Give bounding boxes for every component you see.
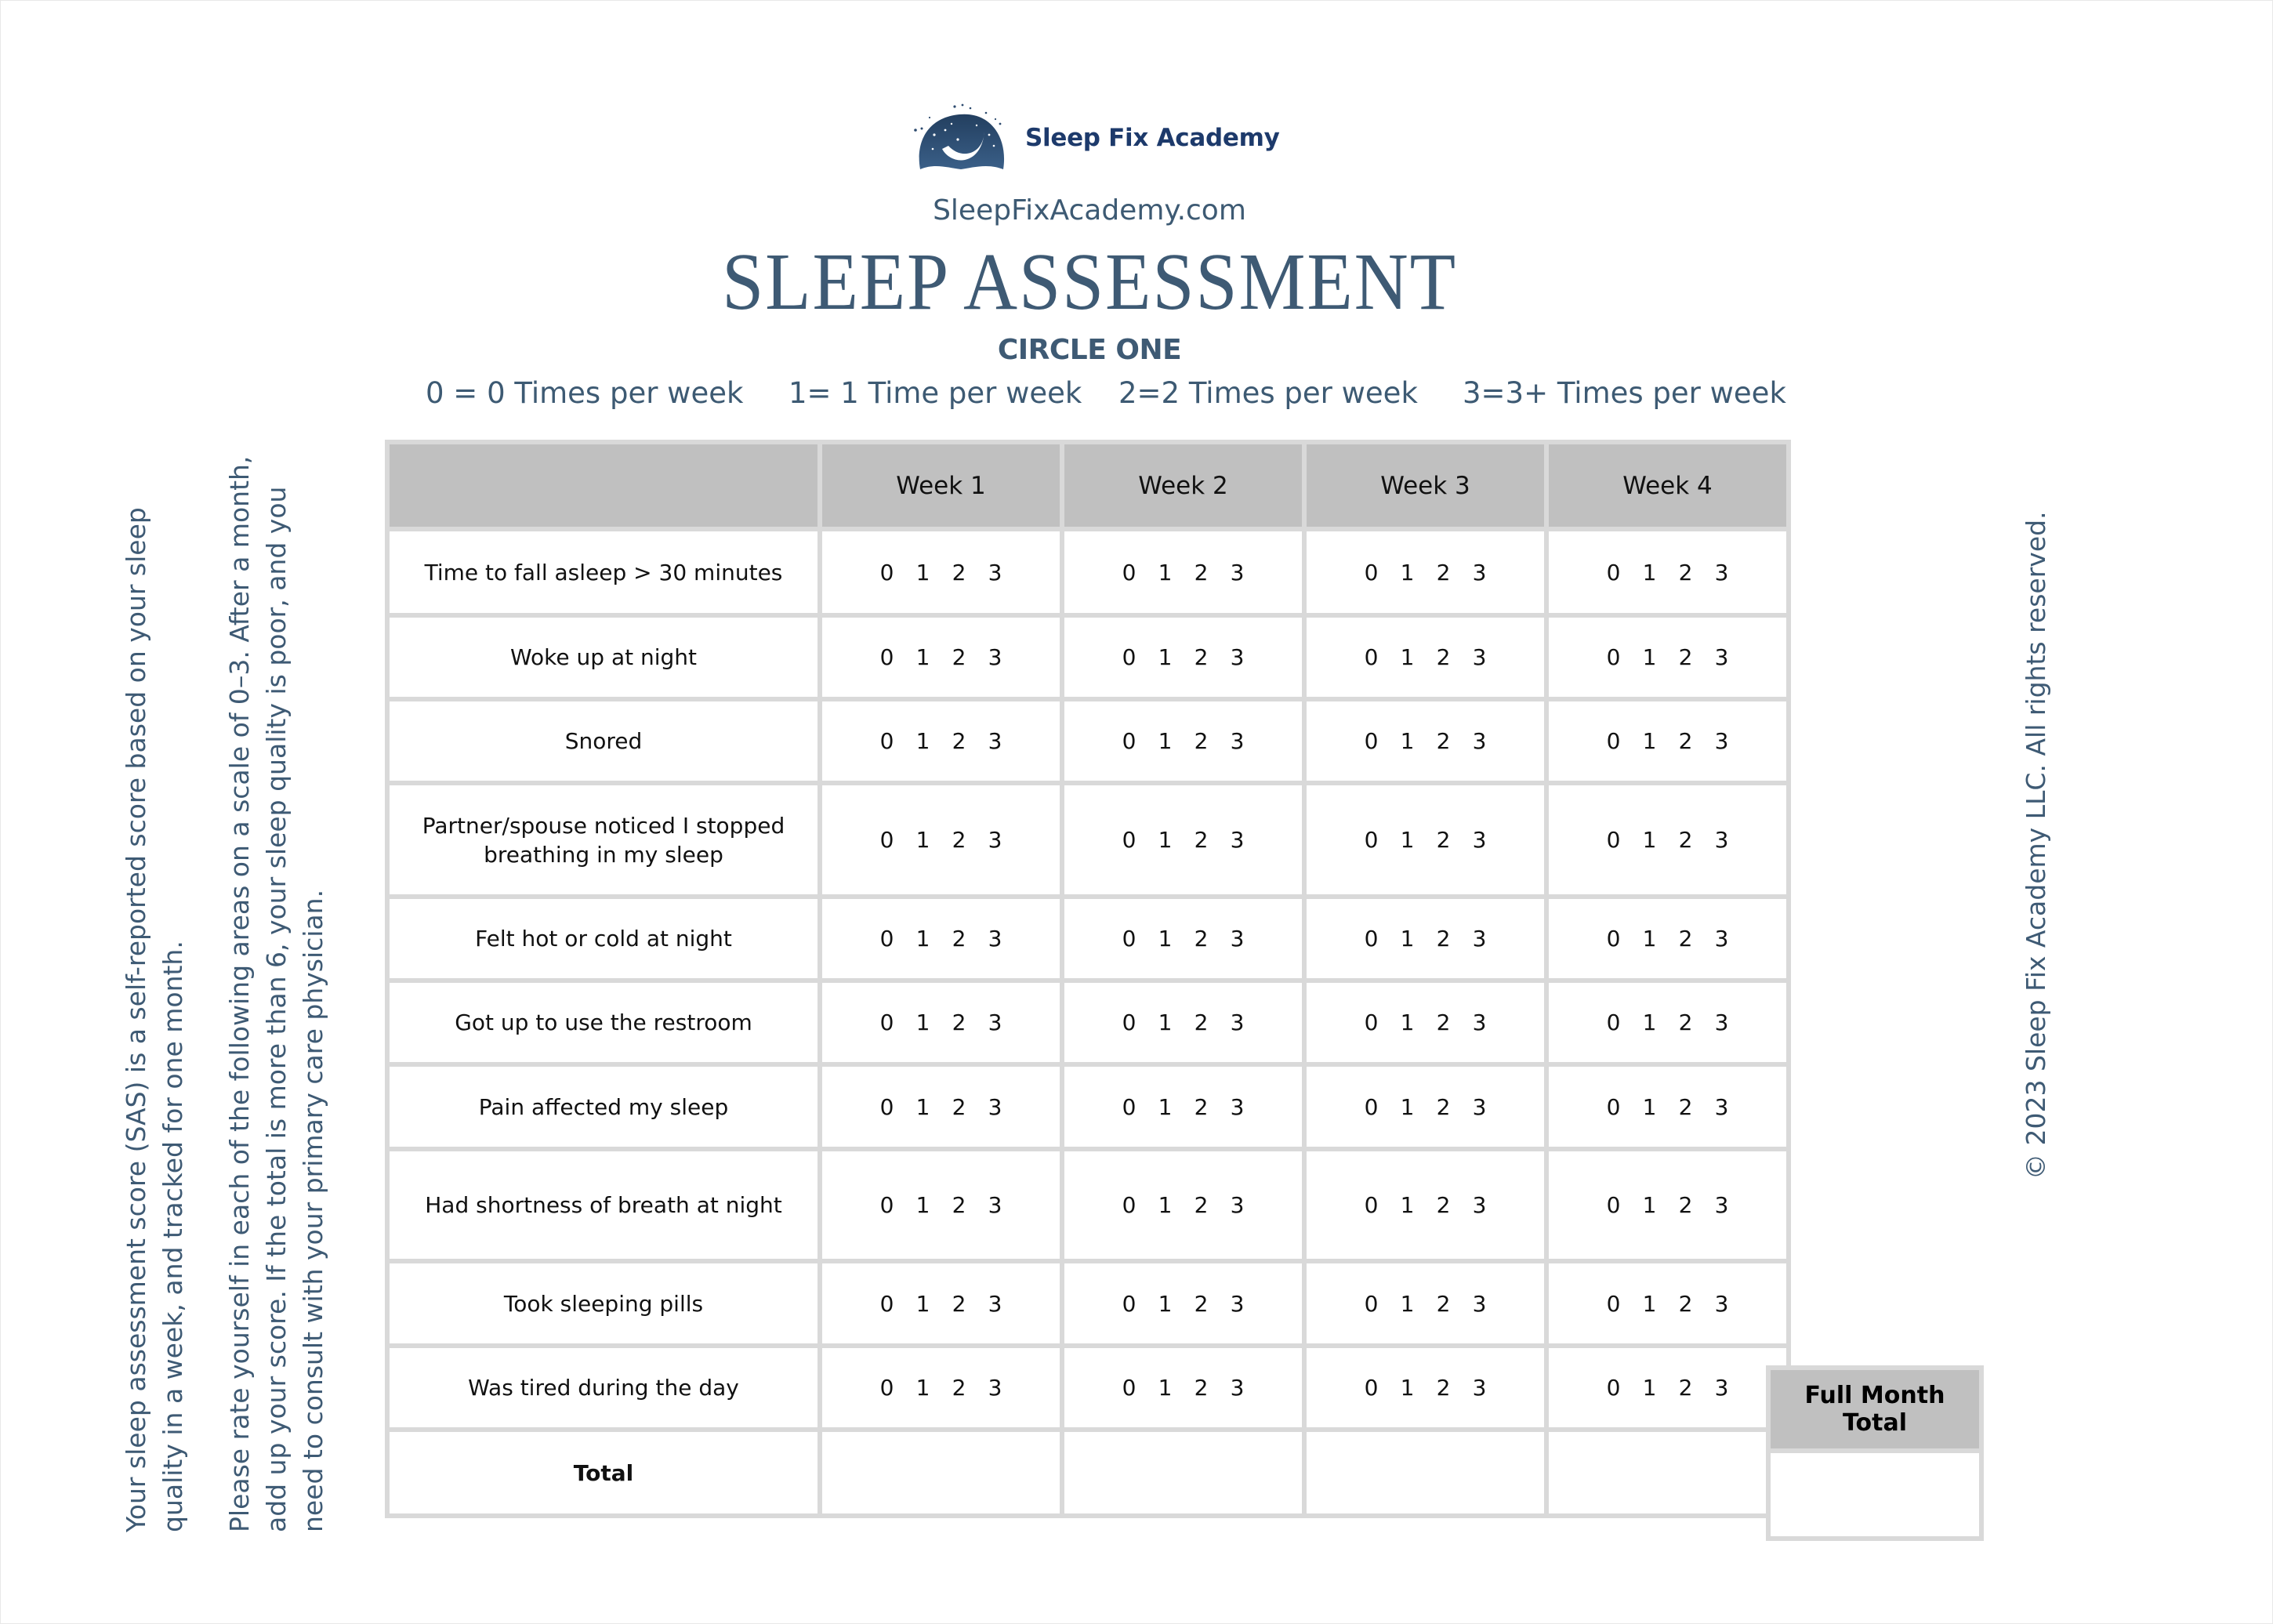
week-2-scale-cell: [1062, 699, 1304, 783]
rating-option-3[interactable]: 3: [988, 1192, 1002, 1218]
rating-option-1[interactable]: 1: [1642, 1192, 1657, 1218]
rating-option-1[interactable]: 1: [915, 1010, 930, 1035]
rating-instructions-line-2: add up your score. If the total is more than 6, your sleep quality is poor, and you: [261, 486, 292, 1532]
rating-option-0[interactable]: 0: [879, 1010, 894, 1035]
rating-option-3[interactable]: 3: [1472, 827, 1487, 853]
table-row: [387, 783, 1789, 897]
rating-option-2[interactable]: 2: [952, 827, 966, 853]
rating-option-2[interactable]: 2: [1194, 728, 1209, 754]
rating-option-2[interactable]: 2: [1678, 1192, 1693, 1218]
week-2-scale-cell: [1062, 615, 1304, 699]
week-1-scale-cell: [820, 1064, 1062, 1149]
rating-options: [1111, 644, 1256, 670]
table-row: [387, 699, 1789, 783]
rating-options: [1354, 1375, 1498, 1401]
rating-option-2[interactable]: 2: [1678, 644, 1693, 670]
rating-options: [1354, 560, 1498, 585]
rating-option-0[interactable]: 0: [1606, 728, 1621, 754]
row-label: Got up to use the restroom: [387, 981, 820, 1064]
week-1-scale-cell: [820, 783, 1062, 897]
rating-options: [1596, 1375, 1740, 1401]
rating-option-1[interactable]: 1: [915, 1290, 930, 1317]
rating-option-0[interactable]: 0: [1364, 1093, 1379, 1120]
rating-option-0[interactable]: 0: [1364, 1010, 1379, 1035]
week-4-scale-cell: [1546, 1346, 1789, 1430]
rating-options: [1596, 560, 1740, 585]
rating-option-0[interactable]: 0: [1122, 644, 1136, 670]
week-2-scale-cell: [1062, 1064, 1304, 1149]
table-row: [387, 897, 1789, 981]
week-1-scale-cell: [820, 529, 1062, 615]
rating-option-0[interactable]: 0: [1606, 1290, 1621, 1317]
brand-name: Sleep Fix Academy: [1025, 124, 1280, 152]
rating-option-1[interactable]: 1: [915, 728, 930, 754]
rating-option-0[interactable]: 0: [1122, 1093, 1136, 1120]
rating-option-2[interactable]: 2: [952, 644, 966, 670]
column-header-week-2: Week 2: [1062, 442, 1304, 529]
rating-option-1[interactable]: 1: [1642, 926, 1657, 952]
rating-option-1[interactable]: 1: [1400, 559, 1415, 585]
week-4-scale-cell: [1546, 1149, 1789, 1261]
rating-options: [869, 560, 1013, 585]
legend-item-2: 2=2 Times per week: [1118, 376, 1418, 410]
rating-options: [1596, 644, 1740, 670]
legend-item-0: 0 = 0 Times per week: [426, 376, 744, 410]
week-1-scale-cell: [820, 1346, 1062, 1430]
rating-instructions-line-1: Please rate yourself in each of the following areas on a scale of 0–3. After a month,: [224, 455, 255, 1532]
rating-option-1[interactable]: 1: [1400, 1290, 1415, 1317]
rating-options: [869, 1375, 1013, 1401]
rating-option-0[interactable]: 0: [1122, 1375, 1136, 1401]
rating-option-2[interactable]: 2: [952, 728, 966, 754]
row-label: Had shortness of breath at night: [387, 1149, 820, 1261]
rating-options: [1596, 1192, 1740, 1218]
rating-option-2[interactable]: 2: [952, 1290, 966, 1317]
rating-option-1[interactable]: 1: [1642, 559, 1657, 585]
week-1-scale-cell: [820, 1149, 1062, 1261]
rating-option-2[interactable]: 2: [952, 926, 966, 952]
moon-stars-logo-icon: [911, 100, 1020, 176]
rating-option-0[interactable]: 0: [1122, 1290, 1136, 1317]
rating-option-2[interactable]: 2: [1194, 1093, 1209, 1120]
rating-option-0[interactable]: 0: [879, 926, 894, 952]
rating-option-3[interactable]: 3: [1714, 728, 1729, 754]
table-row: [387, 529, 1789, 615]
sas-description-line-2: quality in a week, and tracked for one month.: [158, 941, 188, 1532]
sas-description: [118, 456, 191, 1532]
rating-options: [1354, 728, 1498, 754]
rating-option-1[interactable]: 1: [1642, 1290, 1657, 1317]
rating-option-1[interactable]: 1: [1158, 1290, 1173, 1317]
rating-option-0[interactable]: 0: [879, 1290, 894, 1317]
rating-option-3[interactable]: 3: [988, 559, 1002, 585]
week-2-scale-cell: [1062, 529, 1304, 615]
rating-option-0[interactable]: 0: [1606, 1010, 1621, 1035]
week-2-scale-cell: [1062, 1261, 1304, 1346]
rating-option-1[interactable]: 1: [915, 1093, 930, 1120]
rating-option-2[interactable]: 2: [952, 1010, 966, 1035]
sas-description-line-1: Your sleep assessment score (SAS) is a self-reported score based on your sleep: [121, 507, 151, 1532]
rating-options: [869, 1094, 1013, 1120]
rating-option-2[interactable]: 2: [1678, 1093, 1693, 1120]
week-3-scale-cell: [1304, 615, 1546, 699]
rating-option-1[interactable]: 1: [915, 644, 930, 670]
instructions-text: [118, 456, 361, 1532]
row-label: Time to fall asleep > 30 minutes: [387, 529, 820, 615]
rating-option-1[interactable]: 1: [1642, 1010, 1657, 1035]
rating-option-3[interactable]: 3: [1230, 1192, 1245, 1218]
week-1-scale-cell: [820, 1261, 1062, 1346]
rating-option-1[interactable]: 1: [1158, 728, 1173, 754]
full-month-total-field[interactable]: [1768, 1451, 1981, 1539]
rating-option-3[interactable]: 3: [1472, 1290, 1487, 1317]
rating-option-1[interactable]: 1: [1400, 644, 1415, 670]
rating-instructions: [221, 456, 332, 1532]
rating-option-1[interactable]: 1: [1158, 1375, 1173, 1401]
rating-option-2[interactable]: 2: [1436, 926, 1451, 952]
rating-options: [1354, 644, 1498, 670]
rating-option-1[interactable]: 1: [1400, 1192, 1415, 1218]
week-4-scale-cell: [1546, 615, 1789, 699]
week-1-scale-cell: [820, 699, 1062, 783]
rating-option-1[interactable]: 1: [915, 559, 930, 585]
rating-options: [1596, 1291, 1740, 1317]
rating-option-1[interactable]: 1: [915, 1192, 930, 1218]
rating-option-3[interactable]: 3: [1472, 1192, 1487, 1218]
rating-option-1[interactable]: 1: [1158, 644, 1173, 670]
scale-legend: [0, 376, 2273, 415]
rating-options: [1596, 1010, 1740, 1035]
table-row: [387, 1149, 1789, 1261]
rating-option-0[interactable]: 0: [879, 1093, 894, 1120]
rating-option-3[interactable]: 3: [1714, 1290, 1729, 1317]
rating-options: [1111, 1010, 1256, 1035]
rating-options: [1111, 827, 1256, 853]
rating-option-2[interactable]: 2: [1436, 1290, 1451, 1317]
rating-option-0[interactable]: 0: [1606, 926, 1621, 952]
rating-option-0[interactable]: 0: [1364, 1375, 1379, 1401]
rating-option-3[interactable]: 3: [988, 926, 1002, 952]
week-1-scale-cell: [820, 981, 1062, 1064]
row-label: Felt hot or cold at night: [387, 897, 820, 981]
rating-option-1[interactable]: 1: [915, 1375, 930, 1401]
site-url: SleepFixAcademy.com: [933, 194, 1246, 227]
rating-option-2[interactable]: 2: [952, 559, 966, 585]
rating-option-2[interactable]: 2: [1194, 926, 1209, 952]
legend-item-3: 3=3+ Times per week: [1463, 376, 1786, 410]
week-1-scale-cell: [820, 615, 1062, 699]
week-2-total-field[interactable]: [1062, 1430, 1304, 1516]
rating-option-2[interactable]: 2: [1436, 644, 1451, 670]
rating-option-3[interactable]: 3: [1472, 644, 1487, 670]
rating-option-3[interactable]: 3: [1230, 728, 1245, 754]
rating-option-3[interactable]: 3: [1472, 559, 1487, 585]
week-3-total-field[interactable]: [1304, 1430, 1546, 1516]
full-month-total-box: [1766, 1365, 1984, 1541]
rating-option-3[interactable]: 3: [1472, 926, 1487, 952]
rating-option-0[interactable]: 0: [1606, 644, 1621, 670]
row-label: Snored: [387, 699, 820, 783]
rating-option-1[interactable]: 1: [1642, 728, 1657, 754]
rating-option-0[interactable]: 0: [1364, 644, 1379, 670]
rating-option-0[interactable]: 0: [1606, 559, 1621, 585]
rating-option-3[interactable]: 3: [1230, 559, 1245, 585]
rating-option-3[interactable]: 3: [1714, 926, 1729, 952]
rating-option-0[interactable]: 0: [879, 728, 894, 754]
week-3-scale-cell: [1304, 981, 1546, 1064]
rating-option-3[interactable]: 3: [1714, 644, 1729, 670]
rating-option-2[interactable]: 2: [1436, 1010, 1451, 1035]
rating-option-1[interactable]: 1: [1158, 559, 1173, 585]
rating-options: [1596, 1094, 1740, 1120]
rating-option-2[interactable]: 2: [952, 1093, 966, 1120]
rating-options: [1596, 728, 1740, 754]
rating-option-1[interactable]: 1: [1400, 827, 1415, 853]
rating-option-0[interactable]: 0: [1364, 1192, 1379, 1218]
rating-option-3[interactable]: 3: [1714, 1093, 1729, 1120]
brand-logo: [911, 100, 1280, 176]
rating-option-3[interactable]: 3: [1714, 1192, 1729, 1218]
rating-option-3[interactable]: 3: [1230, 1010, 1245, 1035]
rating-option-0[interactable]: 0: [1122, 827, 1136, 853]
table-row: [387, 981, 1789, 1064]
row-label: Took sleeping pills: [387, 1261, 820, 1346]
rating-options: [869, 644, 1013, 670]
rating-option-1[interactable]: 1: [1158, 827, 1173, 853]
copyright-notice: © 2023 Sleep Fix Academy LLC. All rights reserved.: [2021, 511, 2051, 1180]
rating-option-1[interactable]: 1: [1158, 1093, 1173, 1120]
rating-option-1[interactable]: 1: [1642, 1093, 1657, 1120]
week-4-scale-cell: [1546, 529, 1789, 615]
rating-options: [869, 827, 1013, 853]
rating-option-0[interactable]: 0: [879, 1375, 894, 1401]
week-4-scale-cell: [1546, 1064, 1789, 1149]
rating-option-0[interactable]: 0: [1364, 728, 1379, 754]
rating-option-3[interactable]: 3: [1472, 728, 1487, 754]
table-row: [387, 1064, 1789, 1149]
rating-option-3[interactable]: 3: [1714, 559, 1729, 585]
rating-option-0[interactable]: 0: [1364, 559, 1379, 585]
rating-option-2[interactable]: 2: [1436, 827, 1451, 853]
rating-instructions-line-3: need to consult with your primary care physician.: [298, 889, 328, 1532]
rating-option-0[interactable]: 0: [879, 644, 894, 670]
rating-option-0[interactable]: 0: [1606, 1192, 1621, 1218]
rating-option-2[interactable]: 2: [1678, 728, 1693, 754]
rating-option-0[interactable]: 0: [879, 559, 894, 585]
week-1-scale-cell: [820, 897, 1062, 981]
week-3-scale-cell: [1304, 1261, 1546, 1346]
rating-option-3[interactable]: 3: [988, 728, 1002, 754]
rating-option-3[interactable]: 3: [988, 644, 1002, 670]
rating-option-2[interactable]: 2: [1436, 559, 1451, 585]
rating-option-0[interactable]: 0: [1606, 1093, 1621, 1120]
total-label: Total: [387, 1430, 820, 1516]
total-row: [387, 1430, 1789, 1516]
rating-option-2[interactable]: 2: [1194, 827, 1209, 853]
column-header-week-1: Week 1: [820, 442, 1062, 529]
rating-options: [869, 1192, 1013, 1218]
rating-option-0[interactable]: 0: [1122, 728, 1136, 754]
rating-option-3[interactable]: 3: [1230, 1375, 1245, 1401]
rating-option-1[interactable]: 1: [1400, 926, 1415, 952]
rating-option-2[interactable]: 2: [1194, 644, 1209, 670]
rating-option-0[interactable]: 0: [879, 1192, 894, 1218]
week-3-scale-cell: [1304, 1064, 1546, 1149]
rating-option-1[interactable]: 1: [915, 926, 930, 952]
week-3-scale-cell: [1304, 897, 1546, 981]
rating-option-3[interactable]: 3: [1472, 1010, 1487, 1035]
rating-options: [1354, 827, 1498, 853]
rating-option-0[interactable]: 0: [1364, 1290, 1379, 1317]
rating-option-2[interactable]: 2: [952, 1192, 966, 1218]
week-4-total-field[interactable]: [1546, 1430, 1789, 1516]
rating-option-2[interactable]: 2: [1194, 1192, 1209, 1218]
rating-option-2[interactable]: 2: [1678, 1010, 1693, 1035]
rating-option-3[interactable]: 3: [1714, 1375, 1729, 1401]
column-header-week-4: Week 4: [1546, 442, 1789, 529]
rating-option-2[interactable]: 2: [1678, 559, 1693, 585]
rating-option-2[interactable]: 2: [1194, 559, 1209, 585]
rating-option-0[interactable]: 0: [1122, 559, 1136, 585]
rating-option-0[interactable]: 0: [1122, 926, 1136, 952]
week-2-scale-cell: [1062, 1346, 1304, 1430]
rating-option-2[interactable]: 2: [1436, 1192, 1451, 1218]
week-1-total-field[interactable]: [820, 1430, 1062, 1516]
table-row: [387, 1261, 1789, 1346]
rating-option-3[interactable]: 3: [1230, 1290, 1245, 1317]
rating-option-3[interactable]: 3: [1230, 644, 1245, 670]
week-2-scale-cell: [1062, 897, 1304, 981]
week-4-scale-cell: [1546, 699, 1789, 783]
week-3-scale-cell: [1304, 529, 1546, 615]
rating-option-2[interactable]: 2: [1194, 1010, 1209, 1035]
rating-option-1[interactable]: 1: [1400, 1375, 1415, 1401]
rating-option-0[interactable]: 0: [1122, 1010, 1136, 1035]
row-label: Woke up at night: [387, 615, 820, 699]
rating-option-1[interactable]: 1: [1158, 926, 1173, 952]
rating-option-0[interactable]: 0: [1364, 926, 1379, 952]
rating-option-1[interactable]: 1: [1158, 1192, 1173, 1218]
rating-option-1[interactable]: 1: [1158, 1010, 1173, 1035]
page-title: SLEEP ASSESSMENT: [722, 237, 1457, 327]
week-3-scale-cell: [1304, 699, 1546, 783]
rating-options: [1111, 1192, 1256, 1218]
week-3-scale-cell: [1304, 1346, 1546, 1430]
rating-option-3[interactable]: 3: [1230, 827, 1245, 853]
rating-options: [1354, 1192, 1498, 1218]
rating-option-3[interactable]: 3: [1472, 1375, 1487, 1401]
rating-option-3[interactable]: 3: [1230, 1093, 1245, 1120]
rating-option-1[interactable]: 1: [1642, 1375, 1657, 1401]
table-header-row: [387, 442, 1789, 529]
week-2-scale-cell: [1062, 783, 1304, 897]
rating-option-1[interactable]: 1: [1400, 1010, 1415, 1035]
row-label: Partner/spouse noticed I stopped breathing in my sleep: [387, 783, 820, 897]
week-3-scale-cell: [1304, 783, 1546, 897]
rating-option-1[interactable]: 1: [1400, 728, 1415, 754]
rating-options: [1596, 926, 1740, 952]
rating-options: [1111, 1375, 1256, 1401]
rating-option-2[interactable]: 2: [1436, 1375, 1451, 1401]
legend-item-1: 1= 1 Time per week: [788, 376, 1082, 410]
rating-options: [1111, 1094, 1256, 1120]
rating-option-3[interactable]: 3: [1714, 827, 1729, 853]
rating-option-2[interactable]: 2: [1194, 1290, 1209, 1317]
rating-option-2[interactable]: 2: [1678, 926, 1693, 952]
column-header-week-3: Week 3: [1304, 442, 1546, 529]
instruction-heading: CIRCLE ONE: [997, 334, 1182, 366]
rating-options: [869, 1291, 1013, 1317]
rating-option-1[interactable]: 1: [1642, 827, 1657, 853]
full-month-total-label: Full Month Total: [1768, 1368, 1981, 1451]
rating-option-3[interactable]: 3: [988, 1290, 1002, 1317]
rating-options: [1354, 1094, 1498, 1120]
table-row: [387, 615, 1789, 699]
rating-options: [869, 926, 1013, 952]
rating-options: [1111, 728, 1256, 754]
rating-option-3[interactable]: 3: [1714, 1010, 1729, 1035]
rating-options: [1354, 1010, 1498, 1035]
rating-options: [1354, 1291, 1498, 1317]
rating-options: [1111, 1291, 1256, 1317]
assessment-table: [385, 440, 1791, 1518]
column-header-item: [387, 442, 820, 529]
rating-option-0[interactable]: 0: [1606, 1375, 1621, 1401]
rating-option-2[interactable]: 2: [1436, 1093, 1451, 1120]
week-4-scale-cell: [1546, 1261, 1789, 1346]
rating-option-1[interactable]: 1: [915, 827, 930, 853]
rating-option-0[interactable]: 0: [1606, 827, 1621, 853]
rating-option-2[interactable]: 2: [952, 1375, 966, 1401]
rating-options: [1111, 560, 1256, 585]
rating-option-3[interactable]: 3: [1472, 1093, 1487, 1120]
rating-option-0[interactable]: 0: [1364, 827, 1379, 853]
rating-option-3[interactable]: 3: [988, 1093, 1002, 1120]
rating-option-3[interactable]: 3: [988, 1010, 1002, 1035]
rating-option-2[interactable]: 2: [1678, 1290, 1693, 1317]
week-2-scale-cell: [1062, 981, 1304, 1064]
rating-options: [869, 1010, 1013, 1035]
row-label: Was tired during the day: [387, 1346, 820, 1430]
rating-option-2[interactable]: 2: [1678, 1375, 1693, 1401]
row-label: Pain affected my sleep: [387, 1064, 820, 1149]
rating-options: [869, 728, 1013, 754]
week-4-scale-cell: [1546, 981, 1789, 1064]
rating-options: [1596, 827, 1740, 853]
rating-option-1[interactable]: 1: [1400, 1093, 1415, 1120]
rating-option-0[interactable]: 0: [1122, 1192, 1136, 1218]
week-4-scale-cell: [1546, 897, 1789, 981]
week-3-scale-cell: [1304, 1149, 1546, 1261]
rating-option-0[interactable]: 0: [879, 827, 894, 853]
rating-options: [1111, 926, 1256, 952]
rating-option-2[interactable]: 2: [1194, 1375, 1209, 1401]
rating-option-2[interactable]: 2: [1436, 728, 1451, 754]
rating-option-3[interactable]: 3: [988, 1375, 1002, 1401]
rating-option-3[interactable]: 3: [988, 827, 1002, 853]
week-4-scale-cell: [1546, 783, 1789, 897]
table-row: [387, 1346, 1789, 1430]
week-2-scale-cell: [1062, 1149, 1304, 1261]
rating-option-1[interactable]: 1: [1642, 644, 1657, 670]
rating-option-3[interactable]: 3: [1230, 926, 1245, 952]
rating-option-2[interactable]: 2: [1678, 827, 1693, 853]
rating-options: [1354, 926, 1498, 952]
